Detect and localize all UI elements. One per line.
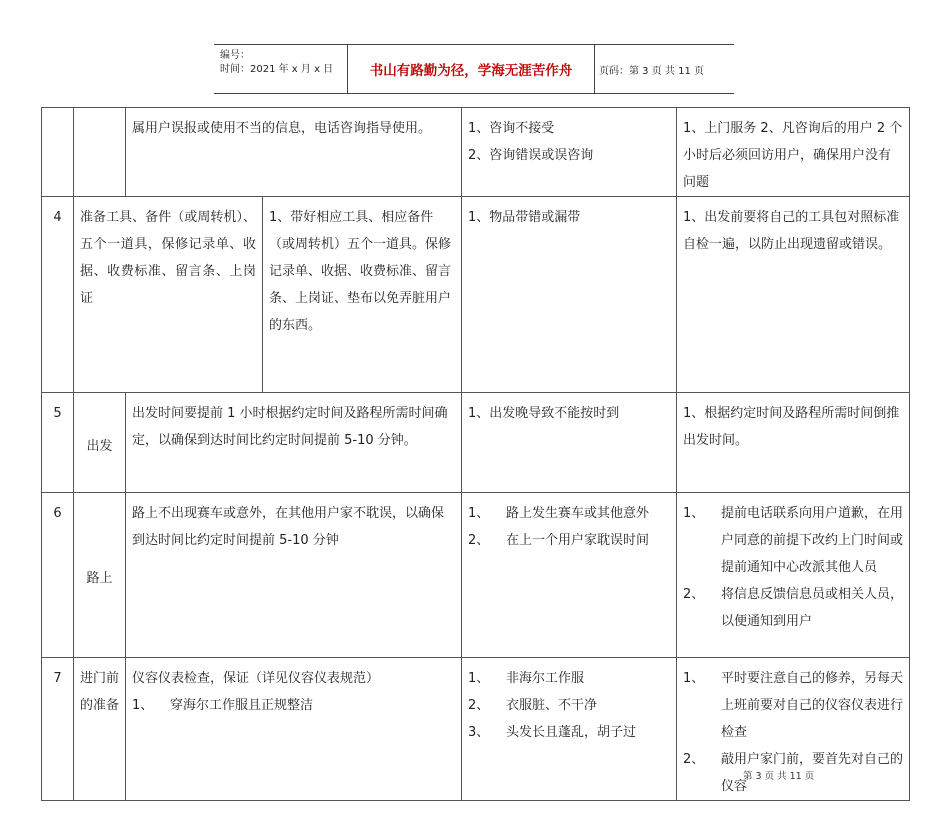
header-meta — [220, 49, 333, 77]
problem-item: 1、 路上发生赛车或其他意外 — [468, 506, 650, 521]
measures-cell: 1、上门服务 2、凡咨询后的用户 2 个小时后必须回访用户，确保用户没有问题 — [677, 108, 910, 197]
procedure-table — [41, 107, 910, 801]
problems-cell — [462, 108, 677, 197]
page-footer: 第 3 页 共 11 页 — [743, 771, 815, 782]
standard-text: 仪容仪表检查，保证（详见仪容仪表规范） — [132, 671, 380, 686]
page-header — [214, 44, 734, 94]
problem-item: 1、咨询不接受 — [468, 121, 555, 136]
standard-cell: 属用户误报或使用不当的信息，电话咨询指导使用。 — [126, 108, 462, 197]
row-number: 6 — [42, 493, 74, 658]
measures-cell: 1、根据约定时间及路程所需时间倒推出发时间。 — [677, 393, 910, 493]
table-row — [42, 393, 910, 493]
row-number: 7 — [42, 658, 74, 801]
standard-cell: 路上不出现赛车或意外，在其他用户家不耽误，以确保到达时间比约定时间提前 5-10 分钟 — [126, 493, 462, 658]
measures-cell: 1、出发前要将自己的工具包对照标准自检一遍，以防止出现遗留或错误。 — [677, 197, 910, 393]
table-row — [42, 108, 910, 197]
measure-item: 2、 敲用户家门前，要首先对自己的仪容 — [683, 752, 904, 794]
problem-item: 2、咨询错误或误咨询 — [468, 148, 594, 163]
standard-item: 1、 穿海尔工作服且正规整洁 — [132, 698, 314, 713]
standard-cell: 出发时间要提前 1 小时根据约定时间及路程所需时间确定，以确保到达时间比约定时间提前 5-10 分钟。 — [126, 393, 462, 493]
table-row — [42, 197, 910, 393]
step-cell: 准备工具、备件（或周转机）、五个一道具，保修记录单、收据、收费标准、留言条、上岗证 — [74, 197, 263, 393]
header-motto: 书山有路勤为径，学海无涯苦作舟 — [369, 63, 573, 79]
header-page-label: 页码：第 3 页 共 11 页 — [599, 66, 704, 77]
header-divider — [594, 45, 595, 93]
measure-item: 1、 提前电话联系向用户道歉，在用户同意的前提下改约上门时间或提前通知中心改派其他人员 — [683, 506, 904, 575]
problems-cell: 1、物品带错或漏带 — [462, 197, 677, 393]
problems-cell: 1、出发晚导致不能按时到 — [462, 393, 677, 493]
row-number: 5 — [42, 393, 74, 493]
row-number — [42, 108, 74, 197]
measures-cell — [677, 493, 910, 658]
problem-item: 1、 非海尔工作服 — [468, 671, 585, 686]
step-cell — [74, 108, 126, 197]
step-cell: 出发 — [74, 393, 126, 493]
measure-item: 1、 平时要注意自己的修养，另每天上班前要对自己的仪容仪表进行检查 — [683, 671, 904, 740]
step-cell: 进门前的准备 — [74, 658, 126, 801]
problems-cell — [462, 658, 677, 801]
standard-cell: 1、带好相应工具、相应备件（或周转机）五个一道具。保修记录单、收据、收费标准、留言条、上岗证、垫布以免弄脏用户的东西。 — [263, 197, 462, 393]
standard-cell — [126, 658, 462, 801]
code-label: 编号： — [220, 50, 250, 61]
time-label: 时间：2021 年 x 月 x 日 — [220, 64, 334, 75]
problems-cell — [462, 493, 677, 658]
problem-item: 3、 头发长且蓬乱，胡子过 — [468, 725, 637, 740]
measure-item: 2、 将信息反馈信息员或相关人员，以便通知到用户 — [683, 587, 904, 629]
problem-item: 2、 衣服脏、不干净 — [468, 698, 598, 713]
row-number: 4 — [42, 197, 74, 393]
table-row — [42, 493, 910, 658]
problem-item: 2、 在上一个用户家耽误时间 — [468, 533, 650, 548]
step-cell: 路上 — [74, 493, 126, 658]
